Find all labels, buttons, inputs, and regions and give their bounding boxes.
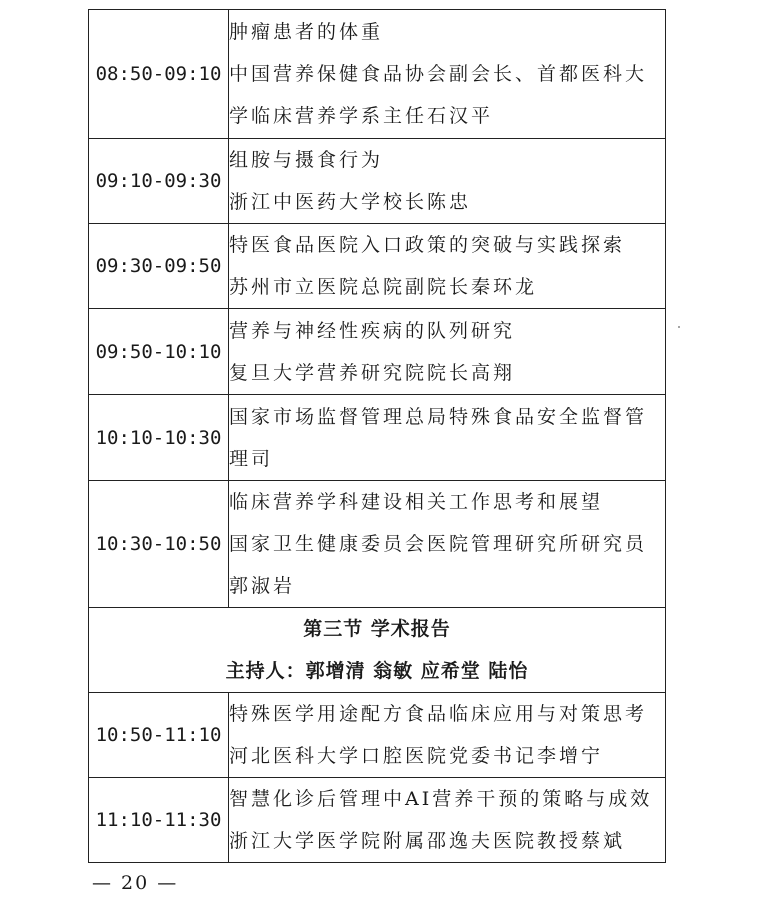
time-cell: 11:10-11:30 — [89, 778, 229, 863]
content-cell — [229, 395, 666, 481]
content-cell — [229, 693, 666, 778]
talk-title: 肿瘤患者的体重 — [229, 21, 384, 43]
time-cell: 10:50-11:10 — [89, 693, 229, 778]
time-cell: 10:30-10:50 — [89, 481, 229, 608]
talk-title: 智慧化诊后管理中AI营养干预的策略与成效 — [229, 788, 653, 810]
time-cell: 10:10-10:30 — [89, 395, 229, 481]
table-row — [89, 309, 666, 395]
talk-title: 临床营养学科建设相关工作思考和展望 — [229, 491, 604, 513]
section-hosts: 主持人：郭增清 翁敏 应希堂 陆怡 — [225, 660, 529, 682]
speaker-line: 国家卫生健康委员会医院管理研究所研究员 — [229, 533, 648, 555]
speaker-line: 河北医科大学口腔医院党委书记李增宁 — [229, 745, 604, 767]
talk-title: 营养与神经性疾病的队列研究 — [229, 319, 516, 342]
talk-title: 特医食品医院入口政策的突破与实践探索 — [229, 234, 626, 256]
talk-title-cont: 理司 — [229, 447, 274, 470]
speaker-line: 浙江中医药大学校长陈忠 — [229, 191, 472, 213]
content-cell — [229, 139, 666, 224]
content-cell — [229, 10, 666, 139]
section-row — [89, 608, 666, 693]
speaker-line: 复旦大学营养研究院院长高翔 — [229, 361, 516, 384]
talk-title: 组胺与摄食行为 — [229, 149, 384, 171]
section-header — [89, 608, 666, 693]
content-cell — [229, 309, 666, 395]
table-row — [89, 693, 666, 778]
section-title: 第三节 学术报告 — [303, 618, 451, 640]
time-cell: 09:50-10:10 — [89, 309, 229, 395]
table-row — [89, 481, 666, 608]
time-cell: 09:10-09:30 — [89, 139, 229, 224]
content-cell — [229, 481, 666, 608]
time-cell: 09:30-09:50 — [89, 224, 229, 309]
speaker-line: 郭淑岩 — [229, 575, 296, 597]
talk-title: 国家市场监督管理总局特殊食品安全监督管 — [229, 405, 648, 428]
content-cell — [229, 224, 666, 309]
speaker-line: 中国营养保健食品协会副会长、首都医科大 — [229, 63, 648, 85]
schedule-table — [88, 9, 666, 863]
talk-title: 特殊医学用途配方食品临床应用与对策思考 — [229, 703, 648, 725]
page-number: — 20 — — [92, 872, 179, 894]
table-row — [89, 778, 666, 863]
speaker-line: 学临床营养学系主任石汉平 — [229, 105, 494, 127]
table-row — [89, 10, 666, 139]
table-row — [89, 395, 666, 481]
stray-dot — [678, 326, 680, 328]
speaker-line: 浙江大学医学院附属邵逸夫医院教授蔡斌 — [229, 830, 626, 852]
table-row — [89, 224, 666, 309]
time-cell: 08:50-09:10 — [89, 10, 229, 139]
speaker-line: 苏州市立医院总院副院长秦环龙 — [229, 276, 538, 298]
content-cell — [229, 778, 666, 863]
table-row — [89, 139, 666, 224]
